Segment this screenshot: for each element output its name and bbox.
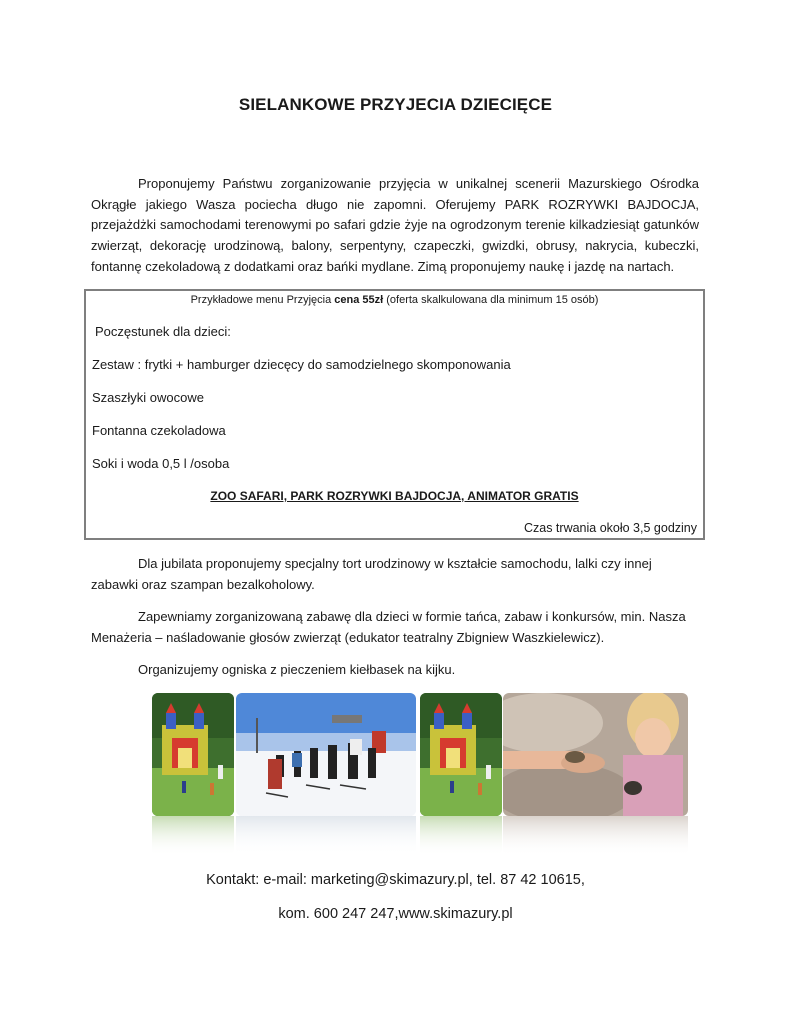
page-title: SIELANKOWE PRZYJECIA DZIECIĘCE bbox=[238, 95, 553, 114]
bonfire-paragraph bbox=[91, 660, 699, 681]
photo-reflection bbox=[236, 816, 416, 856]
menu-item: Fontanna czekoladowa bbox=[92, 423, 226, 438]
free-attractions: ZOO SAFARI, PARK ROZRYWKI BAJDOCJA, ANIMATOR GRATIS bbox=[210, 489, 579, 503]
contact-line-1: Kontakt: e-mail: marketing@skimazury.pl, tel. 87 42 10615, bbox=[206, 872, 585, 888]
bouncy-castle-photo bbox=[152, 693, 234, 816]
photo-reflection bbox=[503, 816, 688, 856]
entertainment-paragraph bbox=[91, 607, 699, 648]
entertainment-text: Zapewniamy zorganizowaną zabawę dla dzieci w formie tańca, zabaw i konkursów, min. Nasza Menażeria – naśladowanie głosów zwierząt (edukator teatralny Zbigniew Waszkielewicz). bbox=[91, 609, 686, 645]
menu-price: cena 55zł bbox=[334, 294, 384, 306]
menu-header-suffix: (oferta skalkulowana dla minimum 15 osób) bbox=[386, 294, 599, 306]
duration-note: Czas trwania około 3,5 godziny bbox=[523, 521, 697, 535]
cake-text: Dla jubilata proponujemy specjalny tort urodzinowy w kształcie samochodu, lalki czy innej zabawki oraz szampan bezalkoholowy. bbox=[91, 556, 652, 592]
intro-text: Proponujemy Państwu zorganizowanie przyjęcia w unikalnej scenerii Mazurskiego Ośrodka Okrągłe jakiego Wasza pociecha długo nie zapomni. Oferujemy PARK ROZRYWKI BAJDOCJA, przejażdżki samochodami terenowymi po safari gdzie żyje na ogrodzonym terenie kilkadziesiąt gatunków zwierząt, dekorację urodzinową, balony, serpentyny, czapeczki, gwizdki, obrusy, nakrycia, kubeczki, fontannę czekoladową z dodatkami oraz bańki mydlane. Zimą proponujemy naukę i jazdę na nartach. bbox=[91, 176, 699, 274]
photo-strip bbox=[152, 693, 688, 858]
cake-paragraph bbox=[91, 554, 699, 595]
bonfire-text: Organizujemy ogniska z pieczeniem kiełbasek na kijku. bbox=[138, 662, 456, 677]
menu-header-prefix: Przykładowe menu Przyjęcia bbox=[190, 294, 332, 306]
menu-item: Zestaw : frytki + hamburger dziecęcy do samodzielnego skomponowania bbox=[92, 357, 511, 372]
photo-reflection bbox=[420, 816, 502, 856]
child-hands-animal-photo bbox=[503, 693, 688, 816]
photo-reflection bbox=[152, 816, 234, 856]
menu-item: Soki i woda 0,5 l /osoba bbox=[92, 456, 230, 471]
bouncy-castle-photo bbox=[420, 693, 502, 816]
menu-item: Poczęstunek dla dzieci: bbox=[95, 324, 231, 339]
contact-line-2: kom. 600 247 247,www.skimazury.pl bbox=[278, 906, 513, 922]
menu-header bbox=[86, 294, 703, 306]
intro-paragraph bbox=[91, 174, 699, 278]
menu-item: Szaszłyki owocowe bbox=[92, 390, 204, 405]
menu-box bbox=[84, 289, 705, 540]
ski-lesson-photo bbox=[236, 693, 416, 816]
